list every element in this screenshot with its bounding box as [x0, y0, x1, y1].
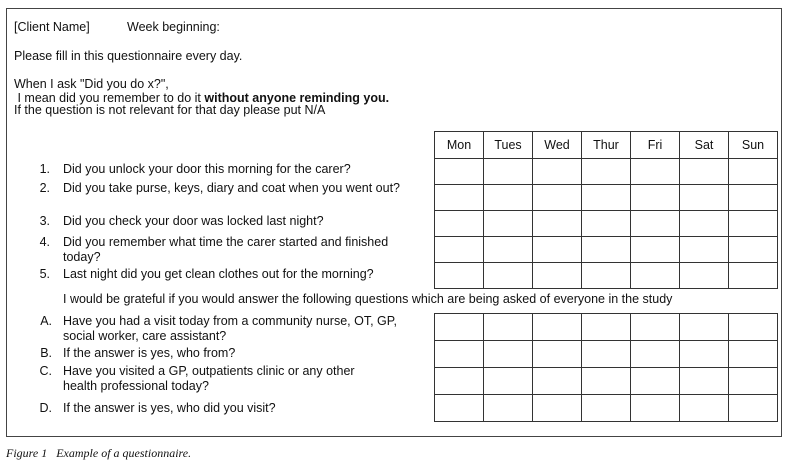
study-question-letter: B.	[40, 346, 52, 360]
answer-cell[interactable]	[533, 314, 582, 341]
daily-answer-grid	[434, 131, 778, 289]
instruction-na: If the question is not relevant for that day please put N/A	[14, 103, 326, 117]
answer-cell[interactable]	[582, 395, 631, 422]
answer-cell[interactable]	[484, 341, 533, 368]
answer-cell[interactable]	[484, 314, 533, 341]
answer-cell[interactable]	[435, 263, 484, 289]
answer-cell[interactable]	[435, 341, 484, 368]
answer-row	[435, 185, 778, 211]
answer-cell[interactable]	[533, 237, 582, 263]
answer-cell[interactable]	[631, 314, 680, 341]
question-text: Did you check your door was locked last night?	[63, 214, 324, 228]
answer-cell[interactable]	[729, 314, 778, 341]
answer-row	[435, 263, 778, 289]
day-header: Sat	[680, 132, 729, 159]
answer-cell[interactable]	[729, 395, 778, 422]
answer-cell[interactable]	[680, 314, 729, 341]
instruction-emphasis: without anyone reminding you.	[204, 91, 390, 105]
answer-cell[interactable]	[435, 185, 484, 211]
answer-cell[interactable]	[680, 211, 729, 237]
answer-cell[interactable]	[680, 368, 729, 395]
answer-cell[interactable]	[729, 211, 778, 237]
answer-cell[interactable]	[435, 395, 484, 422]
day-header: Fri	[631, 132, 680, 159]
answer-cell[interactable]	[533, 263, 582, 289]
answer-cell[interactable]	[533, 341, 582, 368]
answer-cell[interactable]	[729, 185, 778, 211]
answer-cell[interactable]	[582, 368, 631, 395]
answer-cell[interactable]	[435, 237, 484, 263]
day-header: Thur	[582, 132, 631, 159]
answer-cell[interactable]	[631, 368, 680, 395]
answer-cell[interactable]	[484, 368, 533, 395]
instruction-did-you-do: When I ask "Did you do x?",	[14, 77, 169, 91]
instruction-fill-daily: Please fill in this questionnaire every day.	[14, 49, 243, 63]
answer-row	[435, 368, 778, 395]
day-header: Wed	[533, 132, 582, 159]
question-text: Did you unlock your door this morning for the carer?	[63, 162, 351, 176]
answer-cell[interactable]	[435, 314, 484, 341]
answer-row	[435, 159, 778, 185]
answer-cell[interactable]	[680, 395, 729, 422]
answer-row	[435, 395, 778, 422]
answer-cell[interactable]	[533, 395, 582, 422]
answer-cell[interactable]	[533, 185, 582, 211]
client-name-label: [Client Name]	[14, 20, 90, 34]
answer-cell[interactable]	[582, 211, 631, 237]
answer-cell[interactable]	[729, 368, 778, 395]
study-answer-grid	[434, 313, 778, 422]
question-number: 2.	[39, 181, 50, 195]
question-text: Last night did you get clean clothes out for the morning?	[63, 267, 374, 281]
question-number: 4.	[39, 235, 50, 249]
answer-cell[interactable]	[680, 185, 729, 211]
answer-cell[interactable]	[484, 159, 533, 185]
answer-cell[interactable]	[484, 211, 533, 237]
instruction-meaning-text: I mean did you remember to do it	[14, 91, 205, 105]
answer-row	[435, 211, 778, 237]
day-header-row	[435, 132, 778, 159]
question-text: Did you take purse, keys, diary and coat when you went out?	[63, 181, 400, 195]
answer-cell[interactable]	[582, 185, 631, 211]
answer-cell[interactable]	[484, 395, 533, 422]
study-note: I would be grateful if you would answer the following questions which are being asked of everyone in the study	[63, 292, 673, 306]
answer-cell[interactable]	[582, 237, 631, 263]
answer-cell[interactable]	[680, 263, 729, 289]
answer-cell[interactable]	[484, 263, 533, 289]
answer-cell[interactable]	[582, 263, 631, 289]
answer-cell[interactable]	[631, 211, 680, 237]
answer-cell[interactable]	[533, 211, 582, 237]
week-beginning-label: Week beginning:	[127, 20, 220, 34]
answer-cell[interactable]	[729, 263, 778, 289]
study-question-text: If the answer is yes, who from?	[63, 346, 236, 360]
answer-cell[interactable]	[631, 159, 680, 185]
question-number: 1.	[39, 162, 50, 176]
study-question-letter: D.	[39, 401, 52, 415]
answer-cell[interactable]	[435, 211, 484, 237]
question-text: Did you remember what time the carer started and finished today?	[63, 235, 389, 264]
answer-cell[interactable]	[729, 237, 778, 263]
answer-cell[interactable]	[729, 159, 778, 185]
answer-cell[interactable]	[582, 159, 631, 185]
answer-row	[435, 314, 778, 341]
study-question-letter: A.	[40, 314, 52, 328]
answer-row	[435, 341, 778, 368]
day-header: Mon	[435, 132, 484, 159]
day-header: Tues	[484, 132, 533, 159]
answer-cell[interactable]	[631, 341, 680, 368]
day-header: Sun	[729, 132, 778, 159]
question-number: 5.	[39, 267, 50, 281]
answer-cell[interactable]	[533, 159, 582, 185]
answer-cell[interactable]	[435, 368, 484, 395]
study-question-text: Have you had a visit today from a community nurse, OT, GP, social worker, care assistant?	[63, 314, 397, 343]
question-number: 3.	[39, 214, 50, 228]
answer-cell[interactable]	[631, 185, 680, 211]
answer-cell[interactable]	[631, 395, 680, 422]
study-question-letter: C.	[39, 364, 52, 378]
answer-cell[interactable]	[631, 263, 680, 289]
answer-row	[435, 237, 778, 263]
answer-cell[interactable]	[533, 368, 582, 395]
study-question-text: If the answer is yes, who did you visit?	[63, 401, 276, 415]
answer-cell[interactable]	[484, 185, 533, 211]
answer-cell[interactable]	[582, 341, 631, 368]
answer-cell[interactable]	[435, 159, 484, 185]
answer-cell[interactable]	[680, 237, 729, 263]
answer-cell[interactable]	[680, 341, 729, 368]
answer-cell[interactable]	[484, 237, 533, 263]
study-question-text: Have you visited a GP, outpatients clinic or any other health professional today?	[63, 364, 355, 393]
answer-cell[interactable]	[729, 341, 778, 368]
answer-cell[interactable]	[582, 314, 631, 341]
answer-cell[interactable]	[680, 159, 729, 185]
answer-cell[interactable]	[631, 237, 680, 263]
figure-caption: Figure 1 Example of a questionnaire.	[6, 446, 192, 460]
